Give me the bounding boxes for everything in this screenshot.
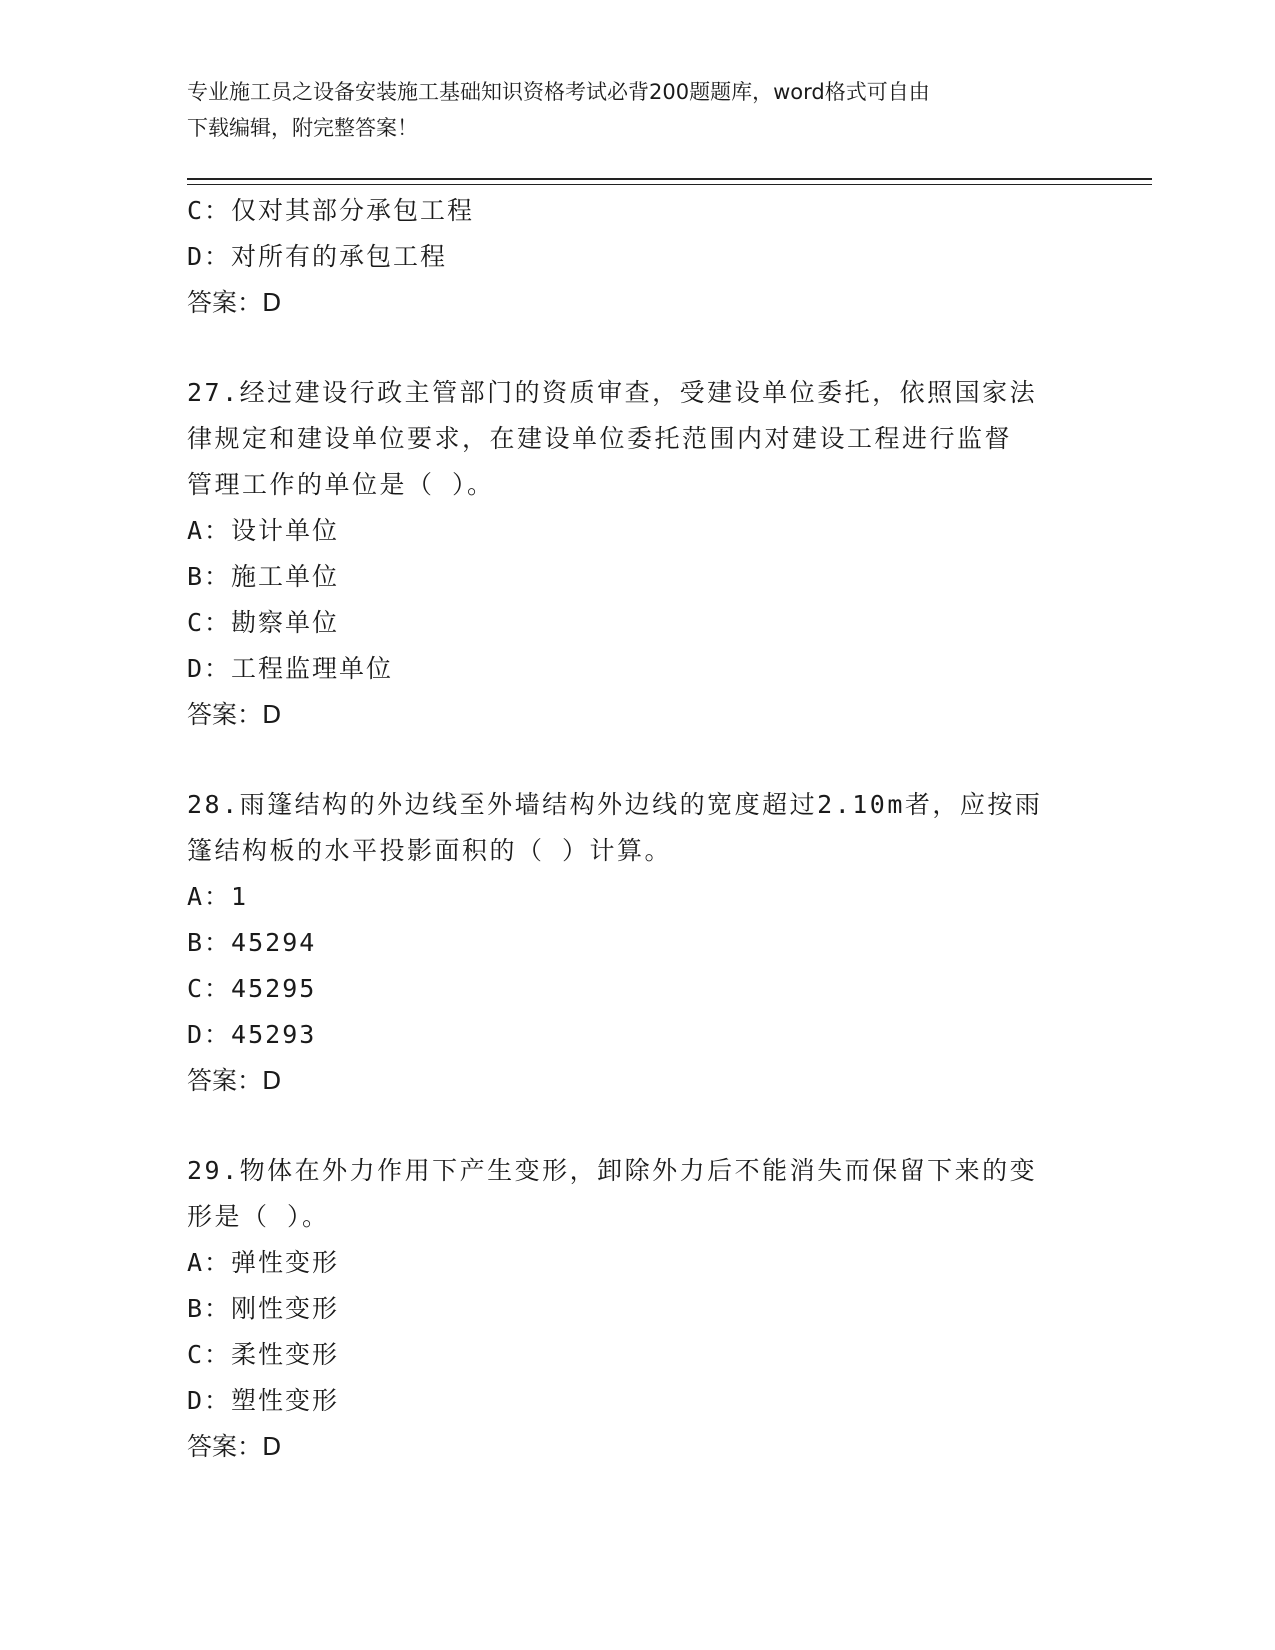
stem-line: 篷结构板的水平投影面积的（ ）计算。 xyxy=(187,836,673,865)
question-stem xyxy=(187,782,1087,874)
option-c: C：柔性变形 xyxy=(187,1340,340,1369)
question-stem xyxy=(187,370,1087,508)
option-c: C：勘察单位 xyxy=(187,608,340,637)
question-spacer xyxy=(187,738,1087,782)
header-divider-thick xyxy=(187,178,1152,180)
stem-line: 形是（ ）。 xyxy=(187,1202,330,1231)
header-line-1: 专业施工员之设备安装施工基础知识资格考试必背200题题库，word格式可自由 xyxy=(187,80,930,104)
question-spacer xyxy=(187,1104,1087,1148)
stem-line: 管理工作的单位是（ ）。 xyxy=(187,470,495,499)
stem-line: 27.经过建设行政主管部门的资质审查，受建设单位委托，依照国家法 xyxy=(187,378,1038,407)
option-a: A：弹性变形 xyxy=(187,1248,340,1277)
stem-line: 28.雨篷结构的外边线至外墙结构外边线的宽度超过2.10m者，应按雨 xyxy=(187,790,1043,819)
option-d: D：45293 xyxy=(187,1020,317,1049)
document-header xyxy=(187,74,1067,146)
option-b: B：施工单位 xyxy=(187,562,340,591)
option-d: D：塑性变形 xyxy=(187,1386,340,1415)
option-c: C：45295 xyxy=(187,974,317,1003)
option-d: D：对所有的承包工程 xyxy=(187,242,448,271)
option-c: C：仅对其部分承包工程 xyxy=(187,196,475,225)
question-block-27 xyxy=(187,370,1087,738)
question-block-26-partial xyxy=(187,188,1087,326)
answer-line: 答案：D xyxy=(187,1066,282,1095)
question-stem xyxy=(187,1148,1087,1240)
option-d: D：工程监理单位 xyxy=(187,654,394,683)
header-divider-thin xyxy=(187,184,1152,185)
answer-line: 答案：D xyxy=(187,700,282,729)
stem-line: 29.物体在外力作用下产生变形，卸除外力后不能消失而保留下来的变 xyxy=(187,1156,1038,1185)
answer-line: 答案：D xyxy=(187,1432,282,1461)
answer-line: 答案：D xyxy=(187,288,282,317)
question-block-29 xyxy=(187,1148,1087,1470)
question-block-28 xyxy=(187,782,1087,1104)
option-a: A：1 xyxy=(187,882,249,911)
question-list xyxy=(187,188,1087,1470)
option-b: B：45294 xyxy=(187,928,317,957)
stem-line: 律规定和建设单位要求，在建设单位委托范围内对建设工程进行监督 xyxy=(187,424,1013,453)
option-a: A：设计单位 xyxy=(187,516,340,545)
question-spacer xyxy=(187,326,1087,370)
option-b: B：刚性变形 xyxy=(187,1294,340,1323)
header-line-2: 下载编辑，附完整答案！ xyxy=(187,116,418,140)
